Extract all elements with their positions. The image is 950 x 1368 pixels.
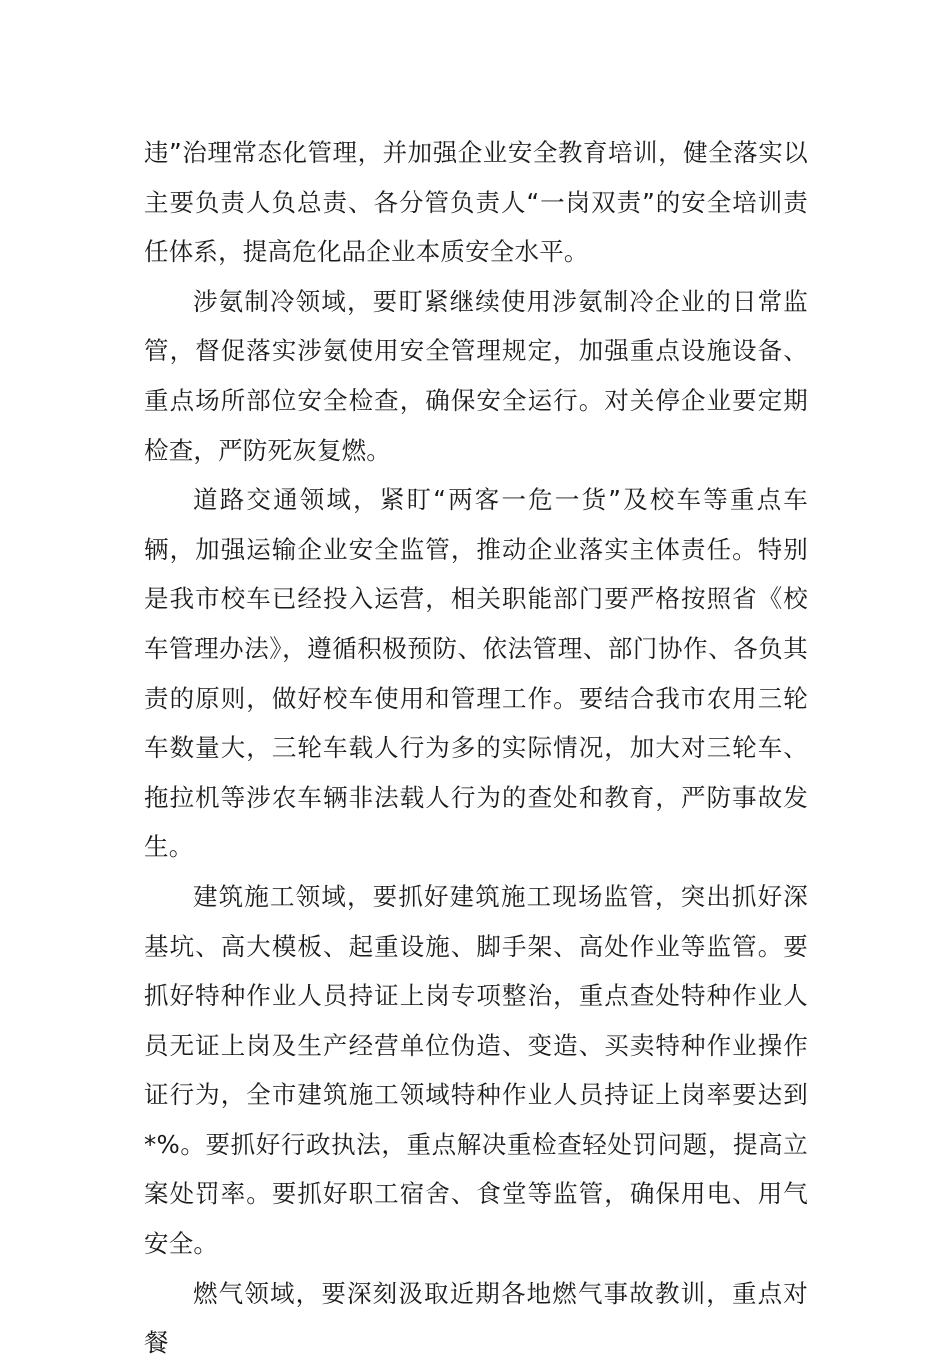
paragraph-continuation: 违”治理常态化管理，并加强企业安全教育培训，健全落实以主要负责人负总责、各分管负责人“一岗双责”的安全培训责任体系，提高危化品企业本质安全水平。 [144, 138, 808, 267]
paragraph-gas: 燃气领域，要深刻汲取近期各地燃气事故教训，重点对餐 [144, 1278, 808, 1358]
paragraph-construction: 建筑施工领域，要抓好建筑施工现场监管，突出抓好深基坑、高大模板、起重设施、脚手架、高处作业等监管。要抓好特种作业人员持证上岗专项整治，重点查处特种作业人员无证上岗及生产经营单位伪造、变造、买卖特种作业操作证行为，全市建筑施工领域特种作业人员持证上岗率要达到*%。要抓好行政执法，重点解决重检查轻处罚问题，提高立案处罚率。要抓好职工宿舍、食堂等监管，确保用电、用气安全。 [144, 881, 808, 1259]
document-page [144, 128, 808, 1368]
paragraph-ammonia-refrigeration: 涉氨制冷领域，要盯紧继续使用涉氨制冷企业的日常监管，督促落实涉氨使用安全管理规定，加强重点设施设备、重点场所部位安全检查，确保安全运行。对关停企业要定期检查，严防死灰复燃。 [144, 286, 808, 465]
paragraph-road-traffic: 道路交通领域，紧盯“两客一危一货”及校车等重点车辆，加强运输企业安全监管，推动企业落实主体责任。特别是我市校车已经投入运营，相关职能部门要严格按照省《校车管理办法》，遵循积极预防、依法管理、部门协作、各负其责的原则，做好校车使用和管理工作。要结合我市农用三轮车数量大，三轮车载人行为多的实际情况，加大对三轮车、拖拉机等涉农车辆非法载人行为的查处和教育，严防事故发生。 [144, 485, 808, 862]
